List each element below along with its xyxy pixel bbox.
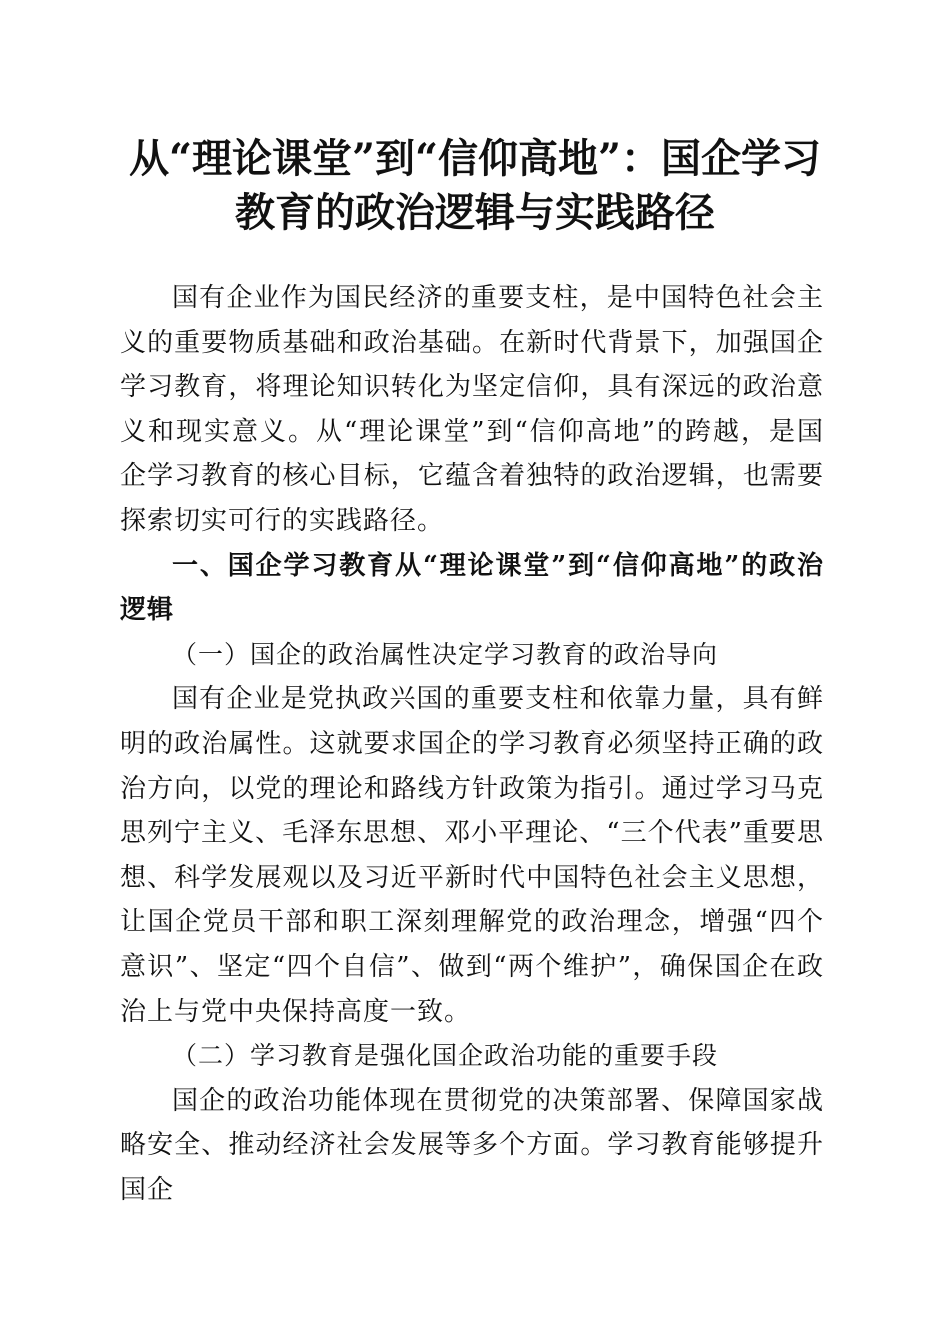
document-title: 从“理论课堂”到“信仰高地”：国企学习教育的政治逻辑与实践路径	[128, 135, 822, 236]
subsection-heading-1: （一）国企的政治属性决定学习教育的政治导向	[172, 639, 719, 669]
section-heading-1: 一、国企学习教育从“理论课堂”到“信仰高地”的政治逻辑	[120, 550, 824, 626]
intro-paragraph: 国有企业作为国民经济的重要支柱，是中国特色社会主义的重要物质基础和政治基础。在新时代背景下，加强国企学习教育，将理论知识转化为坚定信仰，具有深远的政治意义和现实意义。从“理论课堂”到“信仰高地”的跨越，是国企学习教育的核心目标，它蕴含着独特的政治逻辑，也需要探索切实可行的实践路径。	[120, 283, 824, 536]
subsection-1-paragraph: 国有企业是党执政兴国的重要支柱和依靠力量，具有鲜明的政治属性。这就要求国企的学习教育必须坚持正确的政治方向，以党的理论和路线方针政策为指引。通过学习马克思列宁主义、毛泽东思想、邓小平理论、“三个代表”重要思想、科学发展观以及习近平新时代中国特色社会主义思想，让国企党员干部和职工深刻理解党的政治理念，增强“四个意识”、坚定“四个自信”、做到“两个维护”，确保国企在政治上与党中央保持高度一致。	[120, 684, 824, 1027]
subsection-2-paragraph: 国企的政治功能体现在贯彻党的决策部署、保障国家战略安全、推动经济社会发展等多个方面。学习教育能够提升国企	[120, 1085, 824, 1205]
document-body	[120, 276, 824, 1212]
subsection-heading-2: （二）学习教育是强化国企政治功能的重要手段	[172, 1041, 719, 1071]
